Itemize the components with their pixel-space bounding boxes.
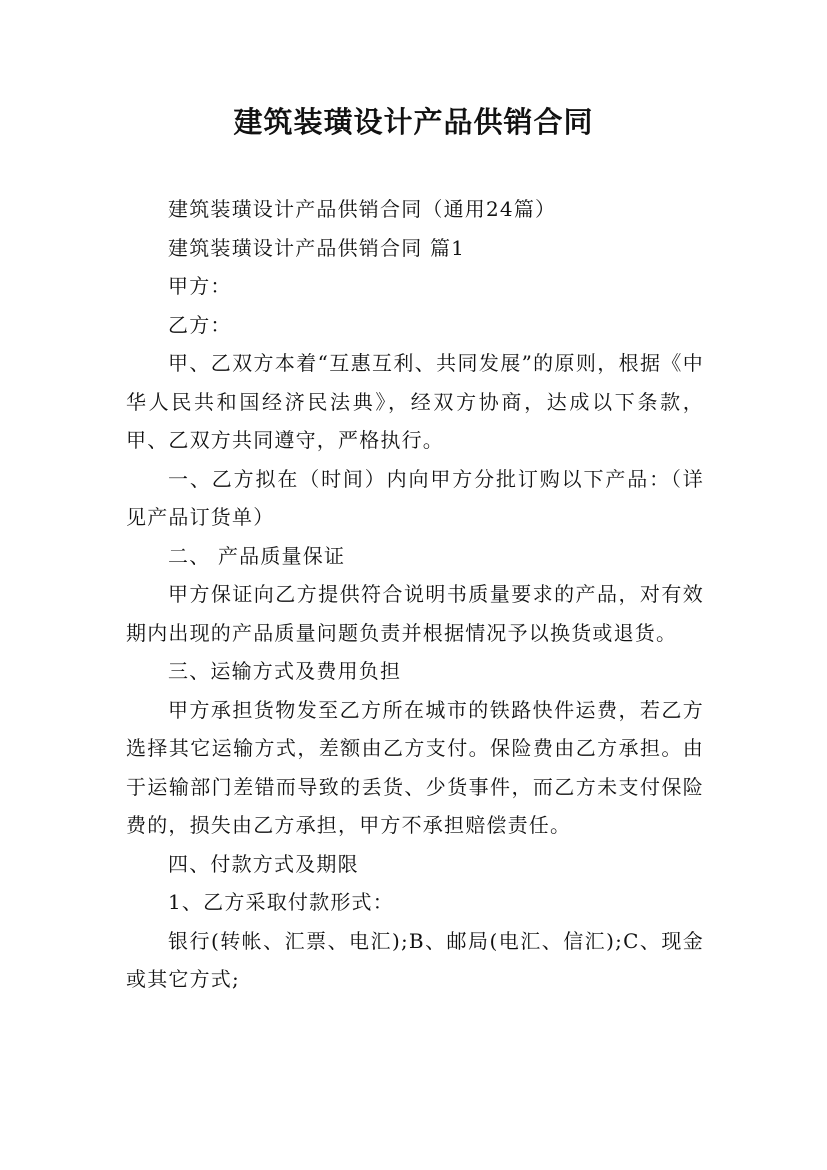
paragraph-subtitle: 建筑装璜设计产品供销合同（通用24篇） [168, 197, 557, 221]
document-body [126, 190, 704, 999]
document-title: 建筑装璜设计产品供销合同 [233, 105, 594, 139]
paragraph-party-a: 甲方： [168, 274, 232, 298]
paragraph-clause-2-body: 甲方保证向乙方提供符合说明书质量要求的产品，对有效期内出现的产品质量问题负责并根据情况予以换货或退货。 [126, 582, 704, 645]
paragraph-clause-4-item-1: 1、乙方采取付款形式： [168, 890, 394, 914]
paragraph-party-b: 乙方： [168, 312, 232, 337]
paragraph-clause-4-heading: 四、付款方式及期限 [168, 851, 359, 876]
paragraph-clause-1: 一、乙方拟在（时间）内向甲方分批订购以下产品：（详见产品订货单） [126, 466, 704, 529]
paragraph-preamble: 甲、乙双方本着“互惠互利、共同发展”的原则，根据《中华人民共和国经济民法典》，经双方协商，达成以下条款，甲、乙双方共同遵守，严格执行。 [126, 351, 704, 452]
paragraph-section-heading: 建筑装璜设计产品供销合同 篇1 [168, 235, 466, 260]
paragraph-clause-3-heading: 三、运输方式及费用负担 [168, 659, 402, 683]
paragraph-clause-4-methods: 银行(转帐、汇票、电汇);B、邮局(电汇、信汇);C、现金或其它方式; [126, 928, 704, 991]
paragraph-clause-2-heading: 二、 产品质量保证 [168, 543, 346, 568]
paragraph-clause-3-body: 甲方承担货物发至乙方所在城市的铁路快件运费，若乙方选择其它运输方式，差额由乙方支付。保险费由乙方承担。由于运输部门差错而导致的丢货、少货事件，而乙方未支付保险费的，损失由乙方承担，甲方不承担赔偿责任。 [126, 697, 704, 837]
